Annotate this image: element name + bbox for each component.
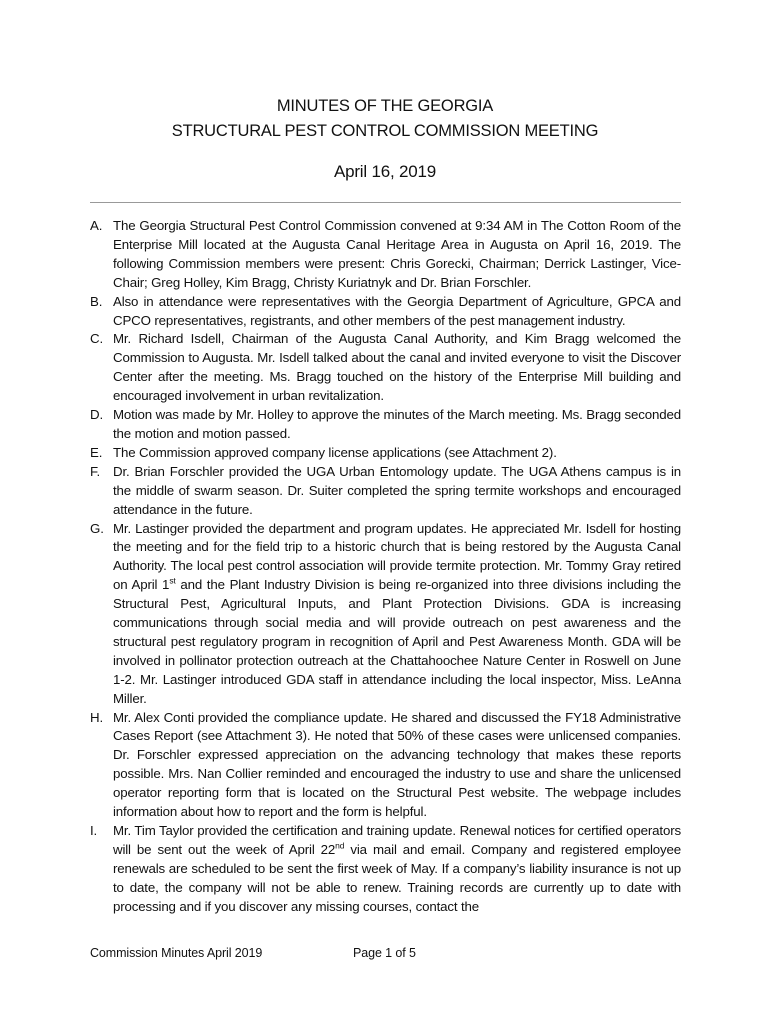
item-text-part: Mr. Lastinger provided the department and program updates. He appreciated Mr. Isdell for hosting the meeting and for the field trip to a historic church that is being restored by the Augusta Canal Authority. The local pest control association will provide termite protection. Mr. Tommy Gray retired on April 1: [113, 520, 681, 593]
item-text-part: and the Plant Industry Division is being re-organized into three divisions including the Structural Pest, Agricultural Inputs, and Plant Protection Divisions. GDA is increasing communications through social media and will provide outreach on pest awareness and the structural pest regulatory program in recognition of April and Pest Awareness Month. GDA will be involved in pollinator protection outreach at the Chattahoochee Nature Center in Roswell on June 1-2. Mr. Lastinger introduced GDA staff in attendance including the local inspector, Miss. LeAnna Miller.: [113, 577, 681, 706]
item-letter: I.: [90, 823, 98, 838]
item-text: Mr. Alex Conti provided the compliance update. He shared and discussed the FY18 Administrative Cases Report (see Attachment 3). He noted that 50% of these cases were unlicensed companies. Dr. Forschler expressed appreciation on the advancing technology that makes these reports possible. Mrs. Nan Collier reminded and encouraged the industry to use and share the unlicensed operator reporting form that is located on the Structural Pest website. The webpage includes information about how to report and the form is helpful.: [113, 709, 681, 820]
document-title-line-1: MINUTES OF THE GEORGIA: [276, 97, 494, 115]
minutes-item-h: [90, 709, 681, 822]
minutes-item-g: [90, 520, 681, 709]
ordinal-suffix: nd: [335, 840, 345, 851]
minutes-item-a: [90, 217, 681, 293]
minutes-list: [90, 217, 681, 917]
item-text: [113, 823, 681, 914]
minutes-item-e: [90, 444, 681, 463]
meeting-date: April 16, 2019: [333, 162, 437, 181]
footer-document-name: Commission Minutes April 2019: [90, 946, 263, 960]
item-letter: B.: [90, 293, 103, 309]
ordinal-suffix: st: [169, 575, 176, 586]
minutes-item-f: [90, 463, 681, 520]
item-letter: D.: [90, 407, 103, 423]
minutes-item-c: [90, 330, 681, 406]
header-divider: [90, 202, 681, 203]
item-letter: F.: [90, 463, 101, 479]
item-letter: G.: [90, 520, 104, 536]
item-text: Dr. Brian Forschler provided the UGA Urban Entomology update. The UGA Athens campus is in the middle of swarm season. Dr. Suiter completed the spring termite workshops and encouraged attendance in the future.: [113, 463, 681, 517]
item-letter: H.: [90, 709, 103, 725]
item-letter: A.: [90, 218, 103, 233]
item-text-part: via mail and email. Company and registered employee renewals are scheduled to be sent the first week of May. If a company’s liability insurance is not up to date, the company will not be able to renew. Training records are currently up to date with processing and if you discover any missing courses, contact the: [113, 841, 681, 914]
minutes-item-d: [90, 406, 681, 444]
minutes-item-i: [90, 822, 681, 917]
document-title-line-2: STRUCTURAL PEST CONTROL COMMISSION MEETING: [171, 122, 599, 140]
item-text-part: Mr. Tim Taylor provided the certification and training update. Renewal notices for certified operators will be sent out the week of April 22: [113, 823, 681, 857]
item-letter: C.: [90, 331, 103, 347]
minutes-item-b: [90, 293, 681, 331]
item-text: The Georgia Structural Pest Control Commission convened at 9:34 AM in The Cotton Room of the Enterprise Mill located at the Augusta Canal Heritage Area in Augusta on April 16, 2019. The following Commission members were present: Chris Gorecki, Chairman; Derrick Lastinger, Vice-Chair; Greg Holley, Kim Bragg, Christy Kuriatnyk and Dr. Brian Forschler.: [113, 218, 681, 290]
item-text: Mr. Richard Isdell, Chairman of the Augusta Canal Authority, and Kim Bragg welcomed the Commission to Augusta. Mr. Isdell talked about the canal and invited everyone to visit the Discover Center after the meeting. Ms. Bragg touched on the history of the Enterprise Mill building and encouraged involvement in urban revitalization.: [113, 331, 681, 404]
item-text: Motion was made by Mr. Holley to approve the minutes of the March meeting. Ms. Bragg seconded the motion and motion passed.: [113, 407, 681, 441]
item-letter: E.: [90, 444, 103, 460]
item-text: Also in attendance were representatives with the Georgia Department of Agriculture, GPCA and CPCO representatives, registrants, and other members of the pest management industry.: [113, 293, 681, 328]
item-text: [113, 521, 681, 706]
item-text: The Commission approved company license applications (see Attachment 2).: [113, 444, 557, 460]
footer-page-number: Page 1 of 5: [353, 946, 416, 960]
